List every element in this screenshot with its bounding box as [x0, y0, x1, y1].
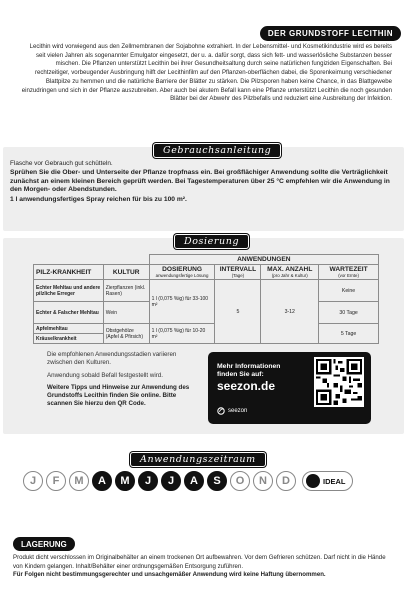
ideal-label: IDEAL	[323, 476, 346, 486]
month-12: D	[276, 471, 296, 491]
storage-text: Produkt dicht verschlossen im Originalbehälter an einem trockenen Ort aufbewahren. Vor dem Gefrieren schützen. Darf nicht in die Hände von Kindern gelangen. Inhalt/Behälter einer ordnungsgemäßen Entsorgung zuführen. Für Folgen nicht bestimmungsgerechter und unsachgemäßer Anwendung wird keine Haftung übernommen.	[13, 554, 386, 579]
cell-pilz: Apfelmehltau	[34, 324, 104, 334]
cell-kultur: Obstgehölze (Apfel & Pfirsich)	[103, 324, 149, 344]
month-9: S	[207, 471, 227, 491]
month-10: O	[230, 471, 250, 491]
cell-pilz: Echter & Falscher Mehltau	[34, 302, 104, 324]
month-4: A	[92, 471, 112, 491]
qr-caption: Mehr Informationen finden Sie auf:	[217, 363, 281, 378]
cell-wartezeit: Keine	[319, 280, 379, 302]
table-row	[34, 324, 379, 334]
intro-paragraph: Lecithin wird vorwiegend aus den Zellmembranen der Sojabohne extrahiert. In der Lebensmittel- und Kosmetikindustrie wird es bereits seit vielen Jahren als sogenannter Emulgator eingesetzt, der u. a. dafür sorgt, dass sich fett- und wasserlösliche Substanzen besser mischen. Die Pflanzen unterstützt Lecithin bei ihrer Gesundheitsaltung durch seine natürlichen fungiziden Eigenschaften. Bei rechtzeitiger, vorbeugender Ausbringung hilft der Lecithinfilm auf den Pflanzen-oberflächen dabei, die Sporenkeimung verschiedener Blattpilze zu hemmen und die natürliche Barriere der Blätter zu stärken. Die Pilzsporen haben keine Chance, in das Blattgewebe einzudringen und sich in der Pflanze auszubreiten. Aber auch bei akutem Befall kann eine Pflanze unterstützt Lecithin die noch gesunden Blätter bei der Abwehr des Pilzbefalls und reduziert eine Ausbreitung der Infektion.	[21, 43, 392, 103]
dosage-title: Dosierung	[174, 234, 249, 249]
table-row	[34, 280, 379, 302]
brand-logo: seezon	[217, 407, 247, 415]
month-8: A	[184, 471, 204, 491]
month-6: J	[138, 471, 158, 491]
instructions-line: Sprühen Sie die Ober- und Unterseite der Pflanze tropfnass ein. Bei großflächiger Anwendung sollte die Verträglichkeit zunächst an einem kleinen Bereich geprüft werden. Bei Tagestemperaturen über 25 °C empfehlen wir die Anwendung in den Morgen- oder Abendstunden.	[10, 169, 390, 194]
cell-intervall: 5	[215, 280, 261, 344]
month-3: M	[69, 471, 89, 491]
col-header-wartezeit: WARTEZEIT (vor Ernte)	[319, 265, 379, 280]
liability-note: Für Folgen nicht bestimmungsgerechter und unsachgemäßer Anwendung wird keine Haftung übernommen.	[13, 571, 326, 579]
applications-band: ANWENDUNGEN	[149, 255, 378, 265]
advice-tip: Weitere Tipps und Hinweise zur Anwendung des Grundstoffs Lecithin finden Sie online. Bitte scannen Sie hierzu den QR Code.	[47, 384, 190, 407]
instructions-text	[10, 160, 395, 204]
cell-pilz: Echter Mehltau und andere pilzliche Erreger	[34, 280, 104, 302]
ideal-legend	[302, 471, 353, 491]
cell-anzahl: 3-12	[261, 280, 319, 344]
cell-dosierung: 1 l (0,075 %ig) für 33-100 m²	[149, 280, 215, 324]
season-title: Anwendungszeitraum	[130, 452, 266, 467]
month-1: J	[23, 471, 43, 491]
col-header-dosierung: DOSIERUNG anwendungsfertige Lösung	[149, 265, 215, 280]
qr-info-box[interactable]	[208, 352, 371, 424]
cell-pilz: Kräuselkrankheit	[34, 334, 104, 344]
website-link[interactable]: seezon.de	[217, 379, 276, 393]
advice-block	[47, 351, 197, 413]
col-header-kultur: KULTUR	[103, 265, 149, 280]
ideal-dot-icon	[306, 474, 320, 488]
section-header-lagerung	[13, 537, 75, 551]
advice-text: Anwendung sobald Befall festgestellt wird.	[47, 371, 163, 379]
advice-text: Die empfohlenen Anwendungsstadien variieren zwischen den Kulturen.	[47, 351, 177, 366]
col-header-pilz: PILZ-KRANKHEIT	[34, 265, 104, 280]
instructions-title: Gebrauchsanleitung	[153, 143, 281, 158]
month-2: F	[46, 471, 66, 491]
col-header-anzahl: MAX. ANZAHL (pro Jahr & Kultur)	[261, 265, 319, 280]
qr-code[interactable]	[314, 357, 364, 407]
leaf-icon	[217, 407, 225, 415]
qr-code-icon	[316, 359, 362, 405]
month-selector	[23, 471, 353, 491]
section-title: DER GRUNDSTOFF LECITHIN	[267, 29, 393, 38]
month-11: N	[253, 471, 273, 491]
instructions-coverage: 1 l anwendungsfertiges Spray reichen für bis zu 100 m².	[10, 195, 187, 203]
month-7: J	[161, 471, 181, 491]
cell-wartezeit: 5 Tage	[319, 324, 379, 344]
section-header-lecithin	[260, 26, 401, 41]
cell-kultur: Wein	[103, 302, 149, 324]
instructions-line: Flasche vor Gebrauch gut schütteln.	[10, 160, 113, 167]
cell-dosierung: 1 l (0,075 %ig) für 10-20 m²	[149, 324, 215, 344]
cell-wartezeit: 30 Tage	[319, 302, 379, 324]
dosage-table	[33, 254, 379, 344]
col-header-intervall: INTERVALL (Tage)	[215, 265, 261, 280]
section-title: LAGERUNG	[21, 539, 67, 549]
cell-kultur: Zierpflanzen (inkl. Rasen)	[103, 280, 149, 302]
month-5: M	[115, 471, 135, 491]
